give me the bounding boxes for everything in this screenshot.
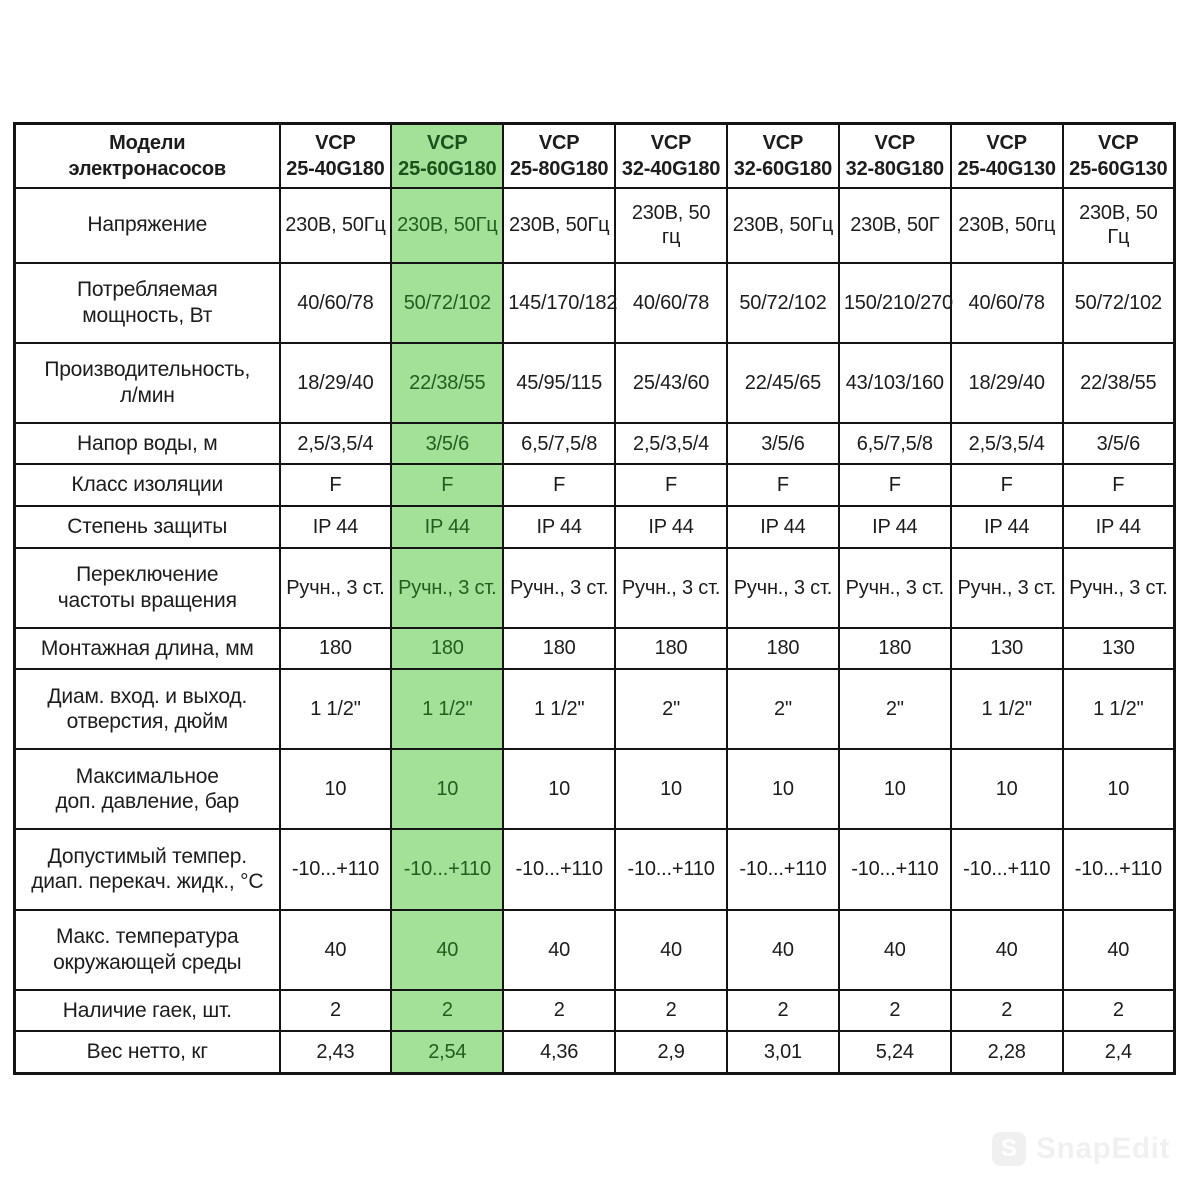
value-cell: 2,5/3,5/4 <box>615 423 727 465</box>
column-header-model <box>839 124 951 188</box>
value-cell: 50/72/102 <box>727 263 839 343</box>
value-cell: 40 <box>951 910 1063 990</box>
row-label-line: отверстия, дюйм <box>66 710 228 734</box>
value-cell: 50/72/102 <box>1063 263 1175 343</box>
value-cell: F <box>391 464 503 506</box>
value-cell: 2,43 <box>280 1031 392 1073</box>
table-row <box>15 423 1175 465</box>
column-header-model <box>503 124 615 188</box>
column-header-model <box>1063 124 1175 188</box>
model-name-line: VCP <box>874 131 916 154</box>
value-cell: 130 <box>951 628 1063 670</box>
value-cell: 3/5/6 <box>391 423 503 465</box>
row-label <box>15 669 280 749</box>
row-label <box>15 1031 280 1073</box>
table-row <box>15 548 1175 628</box>
value-cell: IP 44 <box>280 506 392 548</box>
value-cell: -10...+110 <box>839 829 951 909</box>
value-cell: 2,5/3,5/4 <box>280 423 392 465</box>
value-cell: 40/60/78 <box>615 263 727 343</box>
value-cell: 2,9 <box>615 1031 727 1073</box>
value-cell: 4,36 <box>503 1031 615 1073</box>
corner-header-line: Модели <box>109 131 186 154</box>
value-cell: 230В, 50Г <box>839 188 951 263</box>
value-cell: 145/170/182 <box>503 263 615 343</box>
model-name-line: 25-40G180 <box>286 157 385 180</box>
model-name-line: VCP <box>315 131 356 154</box>
value-cell: F <box>503 464 615 506</box>
value-cell: 40 <box>503 910 615 990</box>
snapedit-logo-icon: S <box>992 1132 1026 1166</box>
row-label-line: Степень защиты <box>67 515 228 538</box>
value-cell: 10 <box>839 749 951 829</box>
value-cell: 2 <box>727 990 839 1032</box>
value-cell: 2,28 <box>951 1031 1063 1073</box>
row-label-line: Напор воды, м <box>77 431 218 455</box>
value-cell: 2,5/3,5/4 <box>951 423 1063 465</box>
row-label-line: мощность, Вт <box>82 303 213 327</box>
value-cell: -10...+110 <box>1063 829 1175 909</box>
value-cell: -10...+110 <box>951 829 1063 909</box>
value-cell: 230В, 50гц <box>951 188 1063 263</box>
value-cell: -10...+110 <box>280 829 392 909</box>
value-cell: Ручн., 3 ст. <box>280 548 392 628</box>
value-cell: -10...+110 <box>727 829 839 909</box>
row-label-line: Потребляемая <box>76 278 218 302</box>
value-cell: 150/210/270 <box>839 263 951 343</box>
value-cell: 18/29/40 <box>280 343 392 423</box>
column-header-model <box>951 124 1063 188</box>
value-cell: Ручн., 3 ст. <box>727 548 839 628</box>
value-cell: IP 44 <box>727 506 839 548</box>
row-label-line: Производительность, <box>44 358 251 382</box>
watermark <box>992 1132 1170 1166</box>
value-cell: 2 <box>951 990 1063 1032</box>
model-name-line: VCP <box>762 131 804 154</box>
row-label-line: Напряжение <box>87 213 208 237</box>
row-label-line: Наличие гаек, шт. <box>62 998 232 1022</box>
model-name-line: VCP <box>986 131 1027 154</box>
value-cell: -10...+110 <box>391 829 503 909</box>
row-label <box>15 628 280 670</box>
value-cell: 3/5/6 <box>1063 423 1175 465</box>
value-cell: 10 <box>727 749 839 829</box>
value-cell: 230В, 50Гц <box>280 188 392 263</box>
value-cell: 180 <box>503 628 615 670</box>
value-cell: 40/60/78 <box>280 263 392 343</box>
value-cell: 40 <box>727 910 839 990</box>
value-cell: 10 <box>503 749 615 829</box>
value-cell: 2,4 <box>1063 1031 1175 1073</box>
value-cell: 45/95/115 <box>503 343 615 423</box>
value-cell: Ручн., 3 ст. <box>1063 548 1175 628</box>
model-name-line: VCP <box>538 131 580 154</box>
value-cell: 6,5/7,5/8 <box>503 423 615 465</box>
value-cell: 40/60/78 <box>951 263 1063 343</box>
value-cell: IP 44 <box>503 506 615 548</box>
value-cell: 18/29/40 <box>951 343 1063 423</box>
value-cell: Ручн., 3 ст. <box>503 548 615 628</box>
model-name-line: 32-60G180 <box>733 157 833 180</box>
value-cell: 22/38/55 <box>391 343 503 423</box>
value-cell: 2 <box>391 990 503 1032</box>
row-label <box>15 464 280 506</box>
value-cell: 3/5/6 <box>727 423 839 465</box>
value-cell: 40 <box>615 910 727 990</box>
model-name-line: 25-60G180 <box>398 157 497 180</box>
row-label-line: Максимальное <box>75 764 219 788</box>
value-cell: 2" <box>727 669 839 749</box>
row-label <box>15 990 280 1032</box>
value-cell: 180 <box>839 628 951 670</box>
column-header-model <box>391 124 503 188</box>
pump-spec-table <box>13 122 1176 1075</box>
model-name-line: VCP <box>650 131 692 154</box>
value-cell: F <box>280 464 392 506</box>
value-cell: 3,01 <box>727 1031 839 1073</box>
value-cell: 2 <box>1063 990 1175 1032</box>
value-cell: IP 44 <box>615 506 727 548</box>
value-cell: 43/103/160 <box>839 343 951 423</box>
row-label <box>15 343 280 423</box>
value-cell: Ручн., 3 ст. <box>615 548 727 628</box>
row-label-line: Вес нетто, кг <box>86 1040 208 1064</box>
row-label-line: диап. перекач. жидк., °С <box>31 870 264 894</box>
model-name-line: VCP <box>427 131 468 154</box>
value-cell: 230В, 50Гц <box>391 188 503 263</box>
row-label-line: Монтажная длина, мм <box>40 636 254 660</box>
value-cell: 50/72/102 <box>391 263 503 343</box>
row-label-line: доп. давление, бар <box>55 790 239 814</box>
row-label <box>15 548 280 628</box>
corner-header <box>15 124 280 188</box>
value-cell: 1 1/2" <box>280 669 392 749</box>
column-header-model <box>727 124 839 188</box>
value-cell: IP 44 <box>951 506 1063 548</box>
value-cell: 10 <box>951 749 1063 829</box>
value-cell: 1 1/2" <box>1063 669 1175 749</box>
value-cell: 40 <box>280 910 392 990</box>
value-cell: 22/45/65 <box>727 343 839 423</box>
model-name-line: 25-80G180 <box>510 157 609 180</box>
value-cell: IP 44 <box>391 506 503 548</box>
value-cell: Ручн., 3 ст. <box>951 548 1063 628</box>
value-cell: 2 <box>503 990 615 1032</box>
value-cell: 2 <box>839 990 951 1032</box>
value-cell: 230В, 50 гц <box>615 188 727 263</box>
value-cell: -10...+110 <box>615 829 727 909</box>
table-row <box>15 263 1175 343</box>
model-name-line: VCP <box>1098 131 1139 154</box>
row-label-line: л/мин <box>119 383 175 407</box>
row-label <box>15 506 280 548</box>
row-label-line: Переключение <box>76 563 219 587</box>
value-cell: 2,54 <box>391 1031 503 1073</box>
value-cell: 22/38/55 <box>1063 343 1175 423</box>
value-cell: 1 1/2" <box>503 669 615 749</box>
table-row <box>15 990 1175 1032</box>
header-row <box>15 124 1175 188</box>
table-row <box>15 464 1175 506</box>
value-cell: 40 <box>839 910 951 990</box>
table-row <box>15 829 1175 909</box>
value-cell: F <box>727 464 839 506</box>
model-name-line: 32-40G180 <box>621 157 721 180</box>
watermark-text: SnapEdit <box>1035 1132 1170 1165</box>
table-row <box>15 506 1175 548</box>
value-cell: 180 <box>615 628 727 670</box>
table-body <box>15 188 1175 1074</box>
value-cell: 40 <box>1063 910 1175 990</box>
value-cell: 6,5/7,5/8 <box>839 423 951 465</box>
table-header <box>15 124 1175 188</box>
value-cell: 180 <box>391 628 503 670</box>
value-cell: 1 1/2" <box>391 669 503 749</box>
model-name-line: 25-40G130 <box>957 157 1056 180</box>
model-name-line: 32-80G180 <box>845 157 944 180</box>
value-cell: 2 <box>615 990 727 1032</box>
row-label-line: Диам. вход. и выход. <box>47 684 248 708</box>
value-cell: 10 <box>615 749 727 829</box>
value-cell: 1 1/2" <box>951 669 1063 749</box>
value-cell: IP 44 <box>839 506 951 548</box>
corner-header-line: электронасосов <box>68 157 226 180</box>
value-cell: Ручн., 3 ст. <box>839 548 951 628</box>
value-cell: F <box>951 464 1063 506</box>
value-cell: 130 <box>1063 628 1175 670</box>
column-header-model <box>280 124 392 188</box>
value-cell: 2" <box>839 669 951 749</box>
value-cell: F <box>839 464 951 506</box>
table-row <box>15 749 1175 829</box>
value-cell: 2 <box>280 990 392 1032</box>
value-cell: IP 44 <box>1063 506 1175 548</box>
value-cell: 25/43/60 <box>615 343 727 423</box>
value-cell: 5,24 <box>839 1031 951 1073</box>
row-label-line: Класс изоляции <box>71 473 224 497</box>
table-row <box>15 628 1175 670</box>
row-label-line: окружающей среды <box>53 950 242 974</box>
value-cell: Ручн., 3 ст. <box>391 548 503 628</box>
row-label-line: Макс. температура <box>55 924 239 948</box>
value-cell: 10 <box>391 749 503 829</box>
value-cell: 40 <box>391 910 503 990</box>
row-label-line: Допустимый темпер. <box>47 844 247 868</box>
value-cell: -10...+110 <box>503 829 615 909</box>
value-cell: 2" <box>615 669 727 749</box>
row-label <box>15 910 280 990</box>
table-row <box>15 669 1175 749</box>
value-cell: 180 <box>280 628 392 670</box>
table-row <box>15 910 1175 990</box>
table-row <box>15 188 1175 263</box>
column-header-model <box>615 124 727 188</box>
table-row <box>15 343 1175 423</box>
row-label <box>15 188 280 263</box>
row-label <box>15 423 280 465</box>
value-cell: F <box>1063 464 1175 506</box>
row-label <box>15 829 280 909</box>
row-label <box>15 749 280 829</box>
row-label <box>15 263 280 343</box>
value-cell: 230В, 50Гц <box>727 188 839 263</box>
value-cell: 180 <box>727 628 839 670</box>
value-cell: F <box>615 464 727 506</box>
value-cell: 10 <box>1063 749 1175 829</box>
value-cell: 10 <box>280 749 392 829</box>
table-row <box>15 1031 1175 1073</box>
value-cell: 230В, 50Гц <box>503 188 615 263</box>
value-cell: 230В, 50 Гц <box>1063 188 1175 263</box>
model-name-line: 25-60G130 <box>1069 157 1168 180</box>
row-label-line: частоты вращения <box>57 588 237 612</box>
